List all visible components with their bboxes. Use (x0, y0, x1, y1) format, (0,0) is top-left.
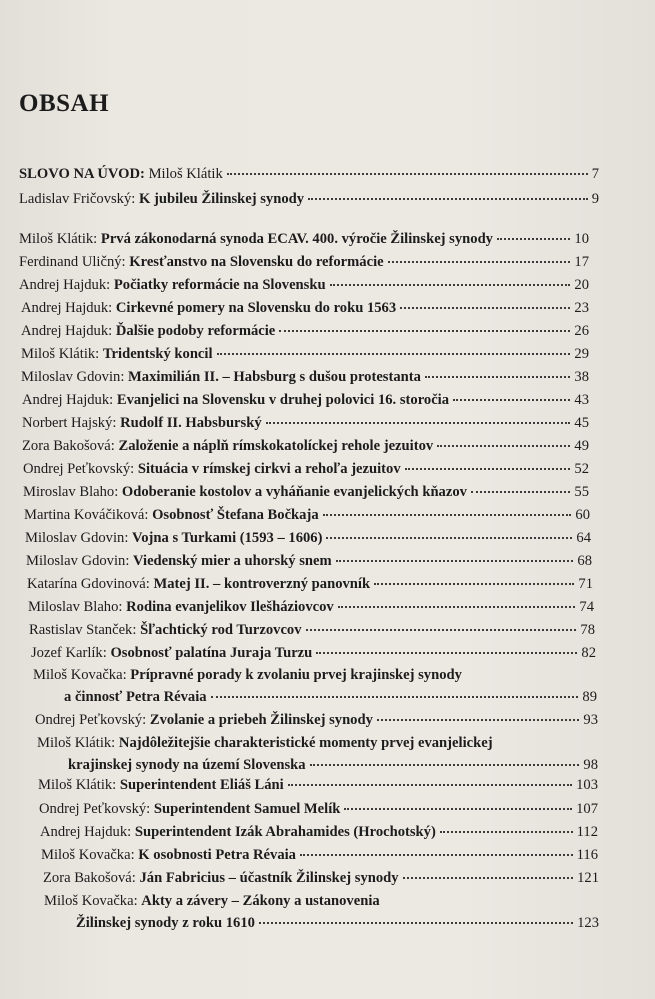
toc-page-number: 20 (574, 277, 589, 293)
toc-title: Zvolanie a priebeh Žilinskej synody (149, 712, 373, 728)
toc-author: Norbert Hajský: (22, 415, 117, 431)
toc-author: Miloslav Gdovin: (26, 553, 130, 569)
toc-entry (27, 575, 593, 593)
toc-title: Vojna s Turkami (1593 – 1606) (132, 530, 323, 546)
toc-entry (64, 688, 597, 706)
toc-title: Kresťanstvo na Slovensku do reformácie (129, 254, 384, 270)
toc-title: Superintendent Samuel Melík (153, 801, 341, 817)
toc-title: Cirkevné pomery na Slovensku do roku 1563 (115, 300, 397, 316)
toc-title: Situácia v rímskej cirkvi a rehoľa jezuitov (137, 461, 401, 477)
toc-page-number: 112 (576, 824, 598, 840)
toc-title: Osobnosť palatína Juraja Turzu (110, 645, 313, 661)
toc-entry (35, 711, 598, 729)
toc-entry-first-line (33, 666, 462, 684)
toc-entry-first-line (37, 734, 493, 752)
leader-dots (323, 514, 572, 516)
toc-page-number: 9 (591, 191, 599, 207)
toc-author: Ondrej Peťkovský: (35, 712, 147, 728)
leader-dots (425, 376, 570, 378)
toc-title: Ján Fabricius – účastník Žilinskej synody (139, 870, 399, 886)
toc-page-number: 23 (574, 300, 589, 316)
toc-author: Miloš Kovačka: (44, 893, 138, 909)
toc-title: Najdôležitejšie charakteristické momenty prvej evanjelickej (118, 735, 493, 751)
toc-title: Odoberanie kostolov a vyháňanie evanjelických kňazov (121, 484, 467, 500)
toc-title: Prípravné porady k zvolaniu prvej krajinskej synody (130, 667, 462, 683)
toc-entry (39, 800, 598, 818)
toc-entry (21, 345, 589, 363)
toc-title: Osobnosť Štefana Bočkaja (152, 507, 319, 523)
toc-author: Zora Bakošová: (43, 870, 136, 886)
toc-entry (22, 437, 589, 455)
toc-title: Matej II. – kontroverzný panovník (153, 576, 371, 592)
toc-author: Ondrej Peťkovský: (23, 461, 135, 477)
leader-dots (306, 629, 577, 631)
toc-entry (40, 823, 598, 841)
leader-dots (217, 353, 571, 355)
toc-entry (22, 391, 589, 409)
toc-title-continued: a činnosť Petra Révaia (64, 689, 207, 705)
toc-page-number: 116 (576, 847, 598, 863)
toc-title: Akty a závery – Zákony a ustanovenia (141, 893, 380, 909)
toc-author: Ferdinand Uličný: (19, 254, 126, 270)
toc-title: Evanjelici na Slovensku v druhej polovici 16. storočia (116, 392, 450, 408)
toc-author: Andrej Hajduk: (21, 300, 113, 316)
toc-title: Tridentský koncil (102, 346, 213, 362)
leader-dots (471, 491, 570, 493)
toc-page-number: 7 (591, 166, 599, 182)
toc-entry (31, 644, 596, 662)
toc-title: K jubileu Žilinskej synody (139, 191, 305, 207)
toc-author: Jozef Karlík: (31, 645, 107, 661)
toc-entry (19, 253, 589, 271)
toc-page-number: 121 (577, 870, 599, 886)
leader-dots (497, 238, 570, 240)
toc-entry (19, 276, 589, 294)
toc-entry (19, 230, 589, 248)
toc-title: Počiatky reformácie na Slovensku (113, 277, 326, 293)
toc-entry (25, 529, 591, 547)
leader-dots (336, 560, 574, 562)
toc-title: Rodina evanjelikov Ilešháziovcov (126, 599, 334, 615)
toc-page-number: 43 (574, 392, 589, 408)
toc-entry (22, 414, 589, 432)
toc-author: Miroslav Blaho: (23, 484, 119, 500)
toc-entry (23, 483, 589, 501)
leader-dots (453, 399, 570, 401)
toc-entry (29, 621, 595, 639)
toc-author: Rastislav Stanček: (29, 622, 137, 638)
leader-dots (288, 784, 572, 786)
toc-entry (28, 598, 594, 616)
toc-title: Viedenský mier a uhorský snem (133, 553, 332, 569)
toc-author: SLOVO NA ÚVOD: (19, 166, 145, 182)
toc-author: Miloš Klátik: (37, 735, 116, 751)
leader-dots (338, 606, 576, 608)
toc-page-number: 74 (579, 599, 594, 615)
toc-entry (21, 368, 589, 386)
toc-entry (43, 869, 599, 887)
toc-entry (38, 776, 598, 794)
leader-dots (330, 284, 571, 286)
toc-page-number: 10 (574, 231, 589, 247)
toc-page-number: 103 (576, 777, 598, 793)
toc-page-number: 71 (578, 576, 593, 592)
toc-author: Miloš Klátik: (38, 777, 117, 793)
toc-title: Superintendent Eliáš Láni (119, 777, 284, 793)
leader-dots (308, 198, 588, 200)
leader-dots (266, 422, 571, 424)
toc-page-number: 82 (581, 645, 596, 661)
toc-entry (21, 299, 589, 317)
leader-dots (227, 173, 588, 175)
toc-author: Ondrej Peťkovský: (39, 801, 151, 817)
toc-page-number: 60 (575, 507, 590, 523)
toc-entry (68, 756, 598, 774)
toc-author: Andrej Hajduk: (19, 277, 111, 293)
leader-dots (405, 468, 571, 470)
toc-page-number: 29 (574, 346, 589, 362)
toc-author: Miloslav Blaho: (28, 599, 123, 615)
toc-author: Miloslav Gdovin: (21, 369, 125, 385)
leader-dots (403, 877, 574, 879)
leader-dots (211, 696, 579, 698)
page-title: OBSAH (19, 90, 110, 117)
leader-dots (310, 764, 580, 766)
leader-dots (316, 652, 577, 654)
leader-dots (437, 445, 570, 447)
leader-dots (388, 261, 571, 263)
toc-author: Ladislav Fričovský: (19, 191, 136, 207)
toc-title: Miloš Klátik (148, 166, 223, 182)
toc-author: Miloslav Gdovin: (25, 530, 129, 546)
toc-page-number: 78 (580, 622, 595, 638)
toc-entry (19, 190, 599, 208)
toc-page-number: 123 (577, 915, 599, 931)
toc-entry (21, 322, 589, 340)
toc-author: Miloš Kovačka: (41, 847, 135, 863)
toc-page-number: 49 (574, 438, 589, 454)
toc-page-number: 52 (574, 461, 589, 477)
toc-title: Ďalšie podoby reformácie (115, 323, 276, 339)
leader-dots (300, 854, 573, 856)
toc-author: Andrej Hajduk: (22, 392, 114, 408)
toc-entry (19, 165, 599, 183)
toc-author: Miloš Klátik: (19, 231, 98, 247)
toc-title: Šľachtický rod Turzovcov (140, 622, 302, 638)
toc-author: Martina Kováčiková: (24, 507, 149, 523)
toc-author: Miloš Klátik: (21, 346, 100, 362)
toc-title: Rudolf II. Habsburský (120, 415, 262, 431)
toc-page-number: 98 (583, 757, 598, 773)
toc-author: Katarína Gdovinová: (27, 576, 150, 592)
toc-entry (23, 460, 589, 478)
toc-title: Maximilián II. – Habsburg s dušou protestanta (128, 369, 421, 385)
toc-page-number: 64 (576, 530, 591, 546)
toc-author: Andrej Hajduk: (40, 824, 132, 840)
toc-entry (41, 846, 598, 864)
toc-entry-first-line (44, 892, 380, 910)
toc-page-number: 93 (583, 712, 598, 728)
toc-entry (24, 506, 590, 524)
toc-title-continued: Žilinskej synody z roku 1610 (76, 915, 255, 931)
toc-title: K osobnosti Petra Révaia (138, 847, 296, 863)
toc-page-number: 17 (574, 254, 589, 270)
toc-page-number: 107 (576, 801, 598, 817)
toc-author: Andrej Hajduk: (21, 323, 113, 339)
toc-page-number: 26 (574, 323, 589, 339)
toc-page-number: 55 (574, 484, 589, 500)
leader-dots (326, 537, 572, 539)
leader-dots (259, 922, 573, 924)
leader-dots (400, 307, 570, 309)
leader-dots (344, 808, 572, 810)
toc-title: Prvá zákonodarná synoda ECAV. 400. výročie Žilinskej synody (100, 231, 493, 247)
toc-title: Superintendent Izák Abrahamides (Hrochotský) (134, 824, 436, 840)
toc-author: Zora Bakošová: (22, 438, 115, 454)
toc-page-number: 68 (577, 553, 592, 569)
toc-entry (76, 914, 599, 932)
leader-dots (374, 583, 574, 585)
toc-author: Miloš Kovačka: (33, 667, 127, 683)
leader-dots (440, 831, 573, 833)
toc-entry (26, 552, 592, 570)
toc-page-number: 45 (574, 415, 589, 431)
toc-page-number: 38 (574, 369, 589, 385)
leader-dots (279, 330, 570, 332)
leader-dots (377, 719, 580, 721)
toc-title-continued: krajinskej synody na území Slovenska (68, 757, 306, 773)
toc-title: Založenie a náplň rímskokatolíckej rehole jezuitov (118, 438, 434, 454)
toc-page-number: 89 (582, 689, 597, 705)
